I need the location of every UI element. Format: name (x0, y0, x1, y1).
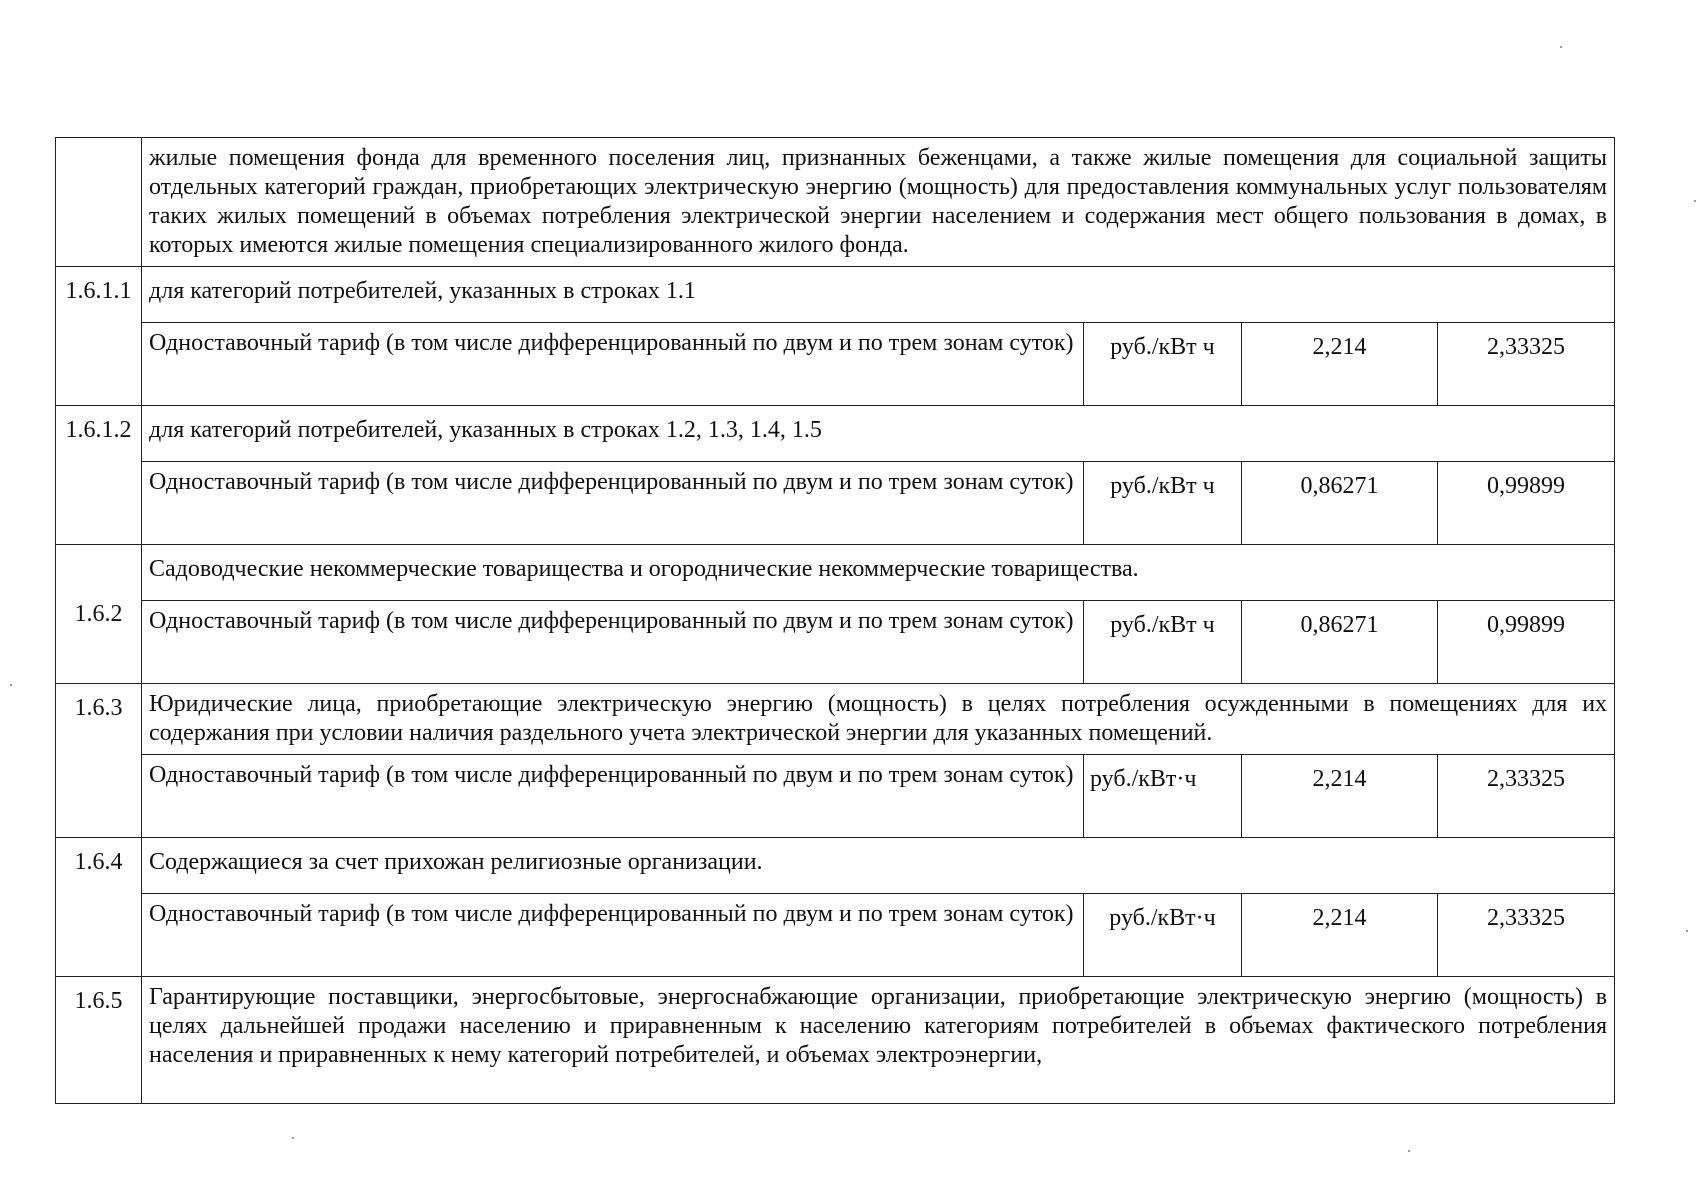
tariff-row (56, 462, 1615, 545)
category-title: для категорий потребителей, указанных в строках 1.2, 1.3, 1.4, 1.5 (142, 406, 1615, 462)
row-number: 1.6.2 (56, 545, 142, 684)
category-title: Содержащиеся за счет прихожан религиозные организации. (142, 838, 1615, 894)
category-title: Садоводческие некоммерческие товарищества и огороднические некоммерческие товарищества. (142, 545, 1615, 601)
tariff-value-first-half: 0,86271 (1242, 462, 1438, 545)
table-row (56, 545, 1615, 601)
tariff-value-second-half: 2,33325 (1438, 894, 1615, 977)
row-number: 1.6.1.1 (56, 267, 142, 406)
tariff-value-first-half: 2,214 (1242, 894, 1438, 977)
category-description: Гарантирующие поставщики, энергосбытовые, энергоснабжающие организации, приобретающие электрическую энергию (мощность) в целях дальнейшей продажи населению и приравненным к населению категориям потребителей в объемах фактического потребления населения и приравненных к нему категорий потребителей, и объемах электроэнергии, (142, 977, 1615, 1104)
table-row (56, 138, 1615, 267)
table-row (56, 406, 1615, 462)
tariff-row (56, 601, 1615, 684)
tariff-row (56, 894, 1615, 977)
tariff-value-first-half: 2,214 (1242, 755, 1438, 838)
tariff-row (56, 755, 1615, 838)
row-number-cell (56, 138, 142, 267)
scan-speck (1686, 930, 1688, 932)
tariff-unit: руб./кВт·ч (1084, 894, 1242, 977)
table-row (56, 838, 1615, 894)
category-description: жилые помещения фонда для временного поселения лиц, признанных беженцами, а также жилые помещения для социальной защиты отдельных категорий граждан, приобретающих электрическую энергию (мощность) для предоставления коммунальных услуг пользователям таких жилых помещений в объемах потребления электрической энергии населением и содержания мест общего пользования в домах, в которых имеются жилые помещения специализированного жилого фонда. (142, 138, 1615, 267)
tariff-label: Одноставочный тариф (в том числе дифференцированный по двум и по трем зонам суток) (142, 894, 1084, 977)
category-title: Юридические лица, приобретающие электрическую энергию (мощность) в целях потребления осужденными в помещениях для их содержания при условии наличия раздельного учета электрической энергии для указанных помещений. (142, 684, 1615, 755)
scan-speck (292, 1137, 294, 1139)
tariff-label: Одноставочный тариф (в том числе дифференцированный по двум и по трем зонам суток) (142, 323, 1084, 406)
table-row (56, 267, 1615, 323)
tariff-unit: руб./кВт ч (1084, 462, 1242, 545)
tariff-value-first-half: 2,214 (1242, 323, 1438, 406)
row-number: 1.6.3 (56, 684, 142, 838)
row-number: 1.6.4 (56, 838, 142, 977)
category-title: для категорий потребителей, указанных в строках 1.1 (142, 267, 1615, 323)
tariff-value-first-half: 0,86271 (1242, 601, 1438, 684)
tariff-label: Одноставочный тариф (в том числе дифференцированный по двум и по трем зонам суток) (142, 462, 1084, 545)
table-row (56, 684, 1615, 755)
row-number: 1.6.5 (56, 977, 142, 1104)
tariff-unit: руб./кВт·ч (1084, 755, 1242, 838)
scan-speck (10, 684, 12, 686)
scan-speck (1694, 200, 1696, 202)
tariff-value-second-half: 2,33325 (1438, 755, 1615, 838)
tariff-label: Одноставочный тариф (в том числе дифференцированный по двум и по трем зонам суток) (142, 601, 1084, 684)
tariff-table (55, 137, 1615, 1104)
tariff-value-second-half: 2,33325 (1438, 323, 1615, 406)
scan-speck (1408, 1150, 1410, 1152)
tariff-label: Одноставочный тариф (в том числе дифференцированный по двум и по трем зонам суток) (142, 755, 1084, 838)
tariff-value-second-half: 0,99899 (1438, 462, 1615, 545)
tariff-unit: руб./кВт ч (1084, 323, 1242, 406)
tariff-value-second-half: 0,99899 (1438, 601, 1615, 684)
tariff-row (56, 323, 1615, 406)
row-number: 1.6.1.2 (56, 406, 142, 545)
tariff-unit: руб./кВт ч (1084, 601, 1242, 684)
table-row (56, 977, 1615, 1104)
scan-speck (1560, 46, 1562, 48)
